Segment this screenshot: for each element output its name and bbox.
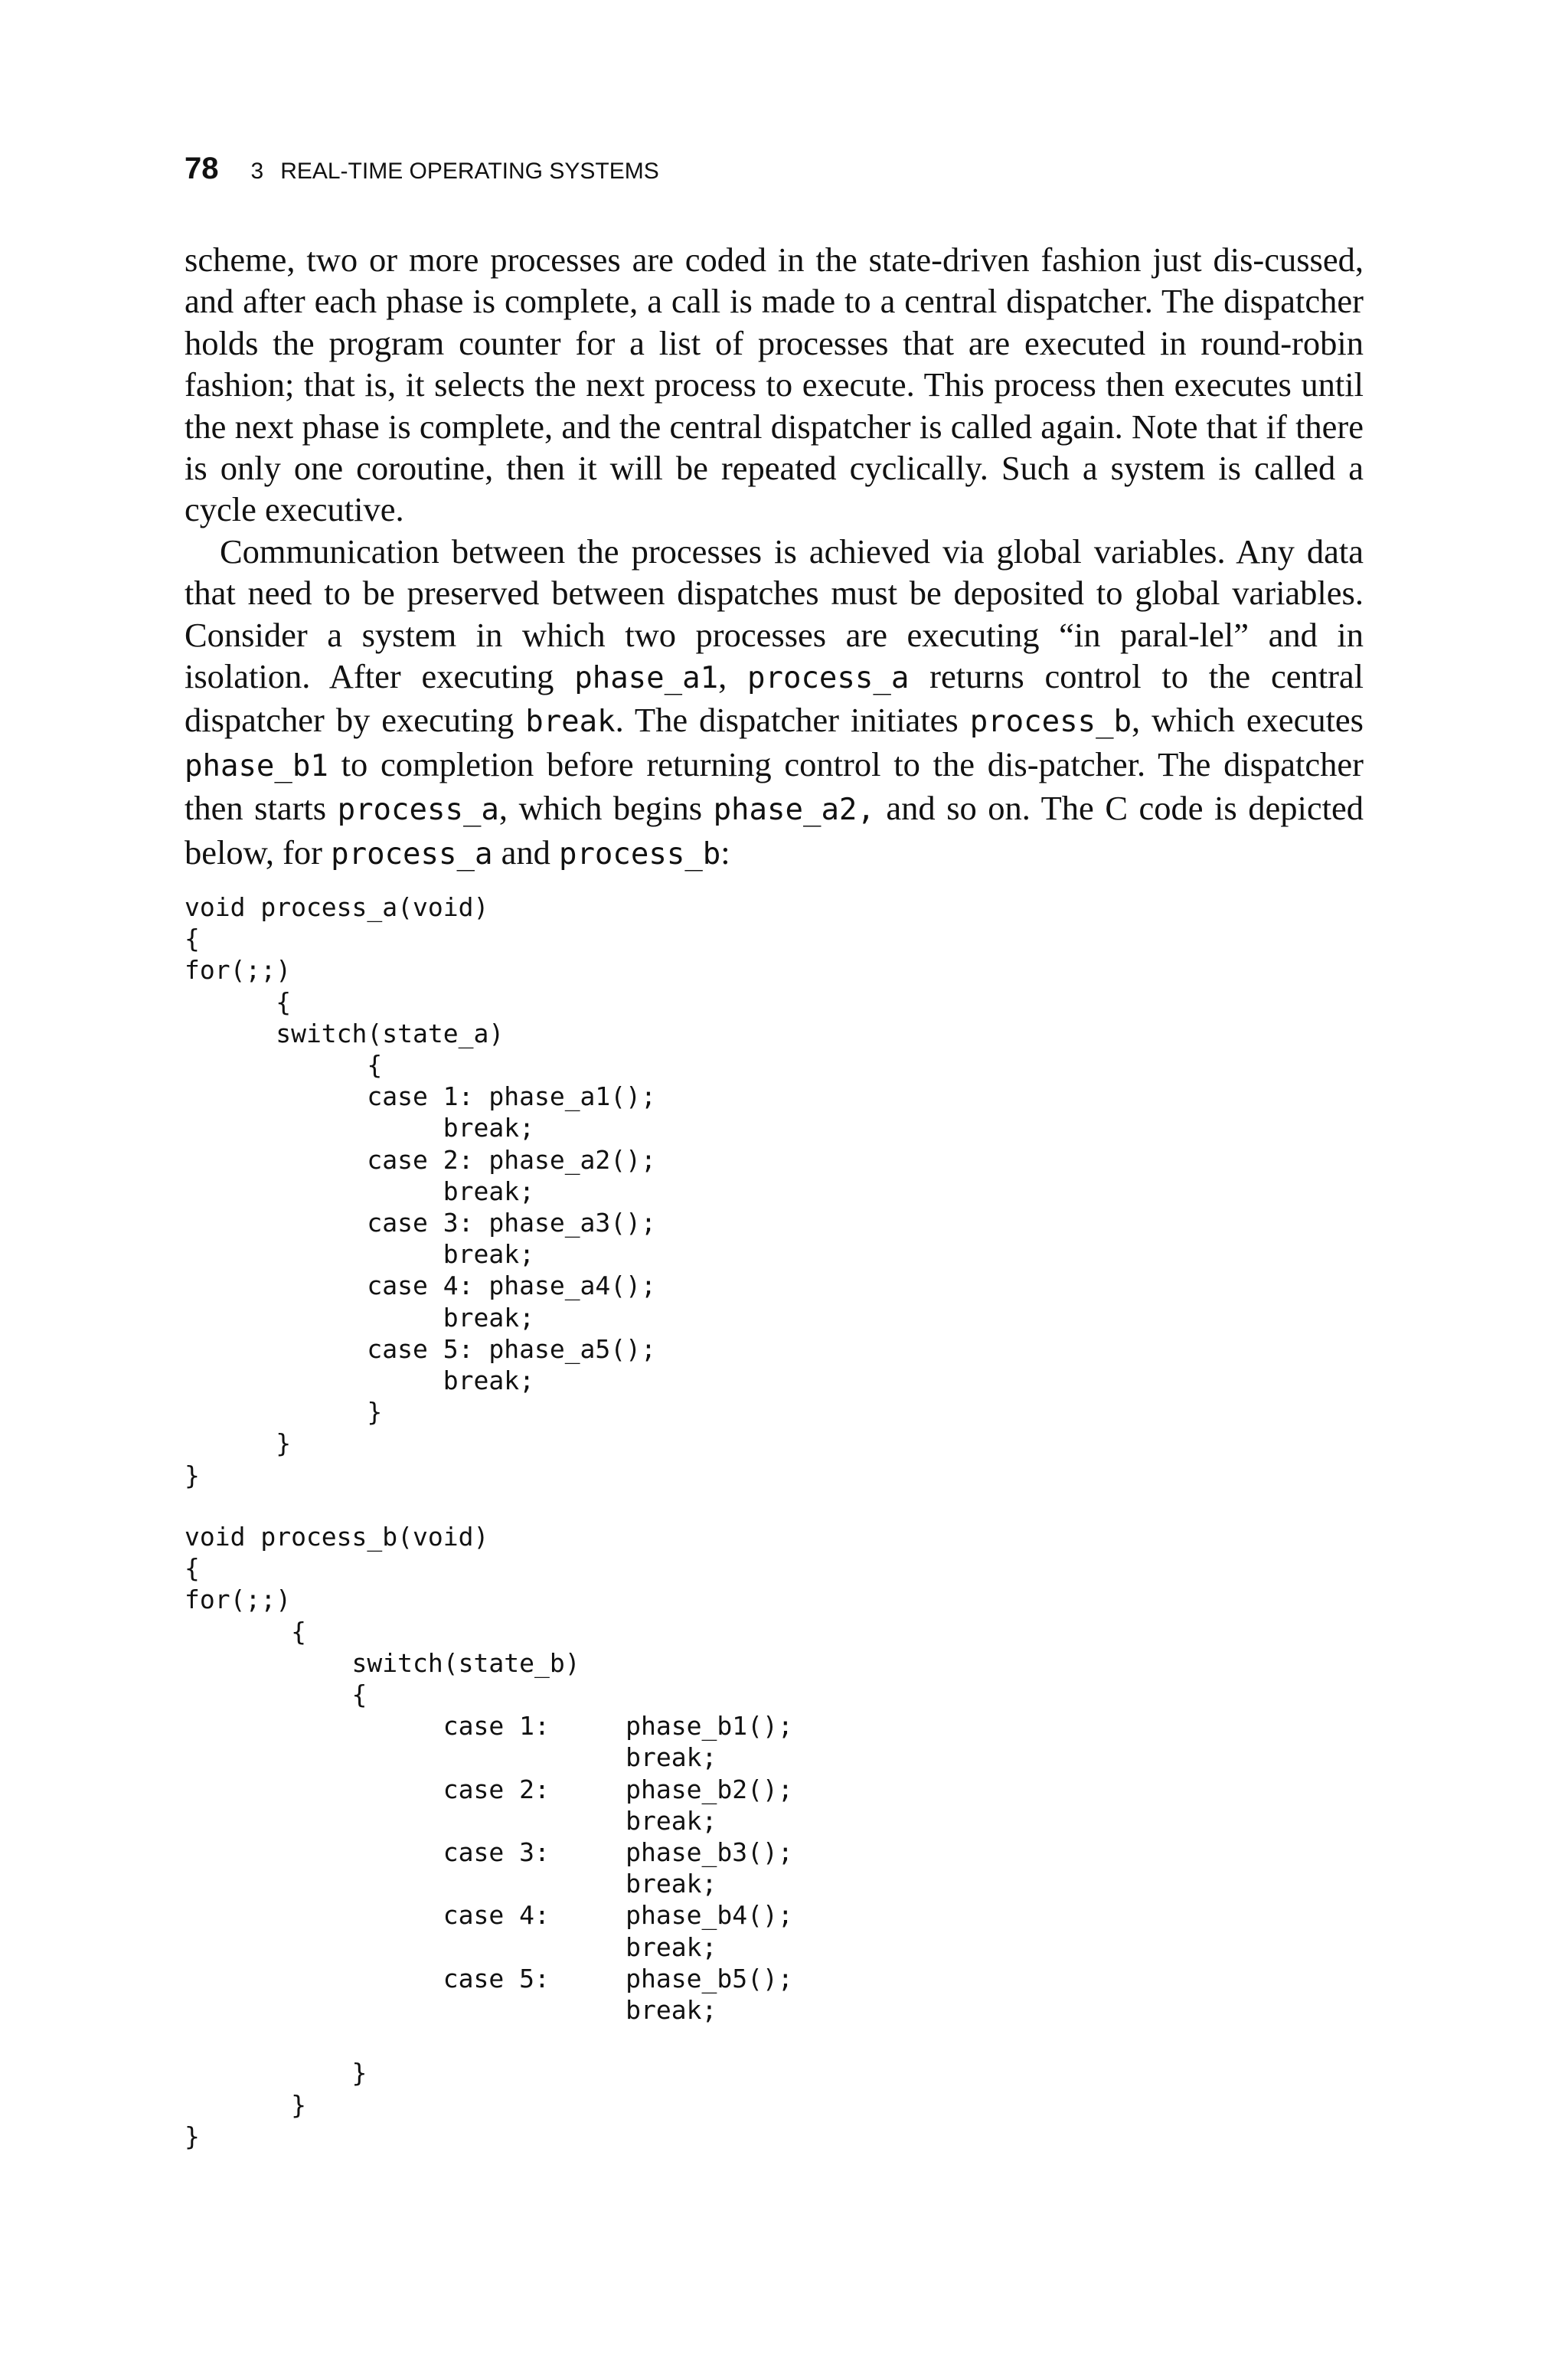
chapter-title: REAL-TIME OPERATING SYSTEMS (280, 159, 659, 184)
chapter-number: 3 (250, 159, 264, 184)
code-listing-process-b: void process_b(void) { for(;;) { switch(state_b) { case 1: phase_b1(); break; case 2: phase_b2(); break; case 3: phase_b3(); break; case 4: phase_b4(); break; case 5: phase_b5(); break; } } } (185, 1522, 793, 2151)
inline-code-process-a: process_a (747, 661, 910, 696)
text-run: Communication between the processes is achieved via global variables. Any data that need to be preserved between dispatches must be deposited to global variables. Consider a system in which two processes are executing “in paral-lel” and in isolation. After executing (185, 531, 1364, 696)
inline-code-phase-b1: phase_b1 (185, 748, 328, 783)
inline-code-process-a: process_a (337, 793, 499, 828)
inline-code-phase-a1: phase_a1 (574, 661, 719, 696)
inline-code-phase-a2: phase_a2, (713, 793, 875, 828)
text-run: , which begins (498, 789, 714, 828)
body-text (185, 239, 1364, 875)
text-run: , (718, 657, 748, 696)
text-run: to completion before returning control to the dis-patcher. The dispatcher then starts (185, 744, 1364, 828)
text-run: . The dispatcher initiates (615, 701, 970, 740)
inline-code-process-a: process_a (331, 836, 493, 872)
text-run: and (492, 832, 559, 872)
paragraph-communication (185, 531, 1364, 875)
inline-code-process-b: process_b (558, 836, 721, 872)
text-run: and so on. The C code is depicted below, for (185, 789, 1364, 872)
page-number: 78 (185, 152, 219, 185)
text-run: returns control to the central dispatcher by executing (185, 657, 1364, 740)
inline-code-process-b: process_b (969, 705, 1132, 740)
inline-code-break: break (525, 705, 616, 740)
text-run: , which executes (1132, 701, 1364, 740)
paragraph-cycle-executive: scheme, two or more processes are coded in the state-driven fashion just dis-cussed, and after each phase is complete, a call is made to a central dispatcher. The dispatcher holds the program counter for a list of processes that are executed in round-robin fashion; that is, it selects the next process to execute. This process then executes until the next phase is complete, and the central dispatcher is called again. Note that if there is only one coroutine, then it will be repeated cyclically. Such a system is called a cycle executive. (185, 240, 1364, 529)
running-head (185, 152, 659, 186)
text-run: : (720, 832, 730, 872)
code-listing-process-a: void process_a(void) { for(;;) { switch(state_a) { case 1: phase_a1(); break; case 2: phase_a2(); break; case 3: phase_a3(); break; case 4: phase_a4(); break; case 5: phase_a5(); break; } } } (185, 892, 656, 1490)
